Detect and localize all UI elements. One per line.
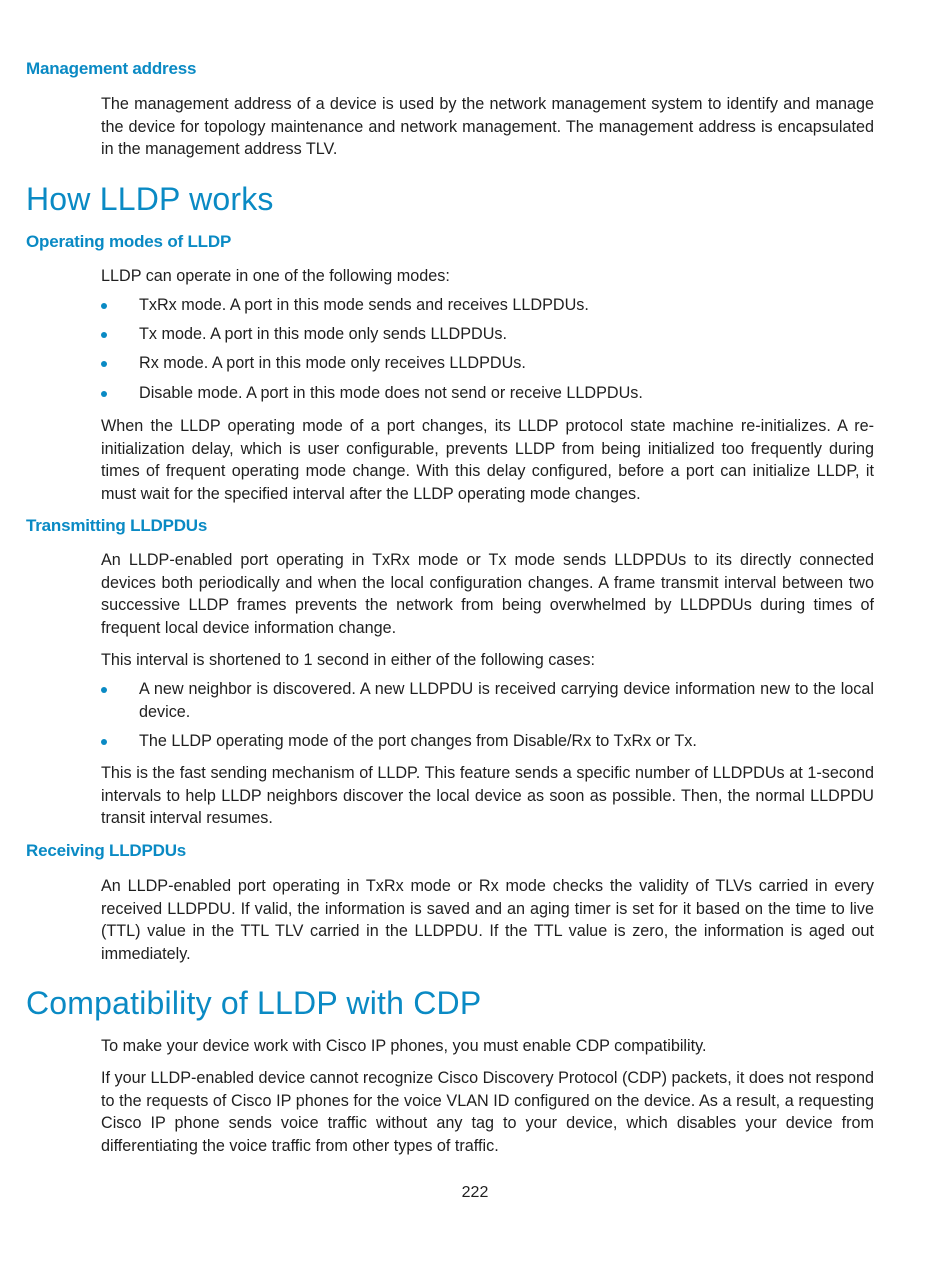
- list-item: [101, 294, 874, 317]
- paragraph-operating-modes-intro: LLDP can operate in one of the following modes:: [101, 267, 450, 285]
- heading-operating-modes: Operating modes of LLDP: [26, 232, 232, 251]
- paragraph-management-address: The management address of a device is used by the network management system to identify and manage the device for topology maintenance and network management. The management address is encapsulated in the management address TLV.: [101, 95, 874, 158]
- bullet-dot-icon: [101, 361, 107, 367]
- paragraph-compatibility-1: To make your device work with Cisco IP phones, you must enable CDP compatibility.: [101, 1037, 707, 1055]
- heading-transmitting-lldpdus: Transmitting LLDPDUs: [26, 516, 208, 535]
- paragraph-transmitting-1: An LLDP-enabled port operating in TxRx mode or Tx mode sends LLDPDUs to its directly connected devices both periodically and when the local configuration changes. A frame transmit interval between two successive LLDP frames prevents the network from being overwhelmed by LLDPDUs during times of frequent local device information change.: [101, 551, 874, 637]
- bullet-dot-icon: [101, 391, 107, 397]
- section-title-compatibility: Compatibility of LLDP with CDP: [26, 985, 482, 1021]
- bullet-dot-icon: [101, 303, 107, 309]
- paragraph-transmitting-2: This interval is shortened to 1 second in either of the following cases:: [101, 651, 595, 669]
- heading-receiving-lldpdus: Receiving LLDPDUs: [26, 841, 187, 860]
- list-item: [101, 678, 874, 723]
- list-item: [101, 730, 874, 753]
- paragraph-compatibility-2: If your LLDP-enabled device cannot recognize Cisco Discovery Protocol (CDP) packets, it does not respond to the requests of Cisco IP phones for the voice VLAN ID configured on the device. As a result, a requesting Cisco IP phone sends voice traffic without any tag to your device, which disables your device from differentiating the voice traffic from other types of traffic.: [101, 1069, 874, 1155]
- list-item-text: Disable mode. A port in this mode does not send or receive LLDPDUs.: [139, 384, 643, 402]
- list-item-text: Rx mode. A port in this mode only receives LLDPDUs.: [139, 354, 526, 372]
- list-item-text: A new neighbor is discovered. A new LLDPDU is received carrying device information new to the local device.: [139, 680, 874, 721]
- section-title-how-lldp-works: How LLDP works: [26, 181, 274, 217]
- bullet-dot-icon: [101, 739, 107, 745]
- bullet-dot-icon: [101, 687, 107, 693]
- list-item: [101, 382, 874, 405]
- list-item: [101, 323, 874, 346]
- paragraph-transmitting-3: This is the fast sending mechanism of LLDP. This feature sends a specific number of LLDPDUs at 1-second intervals to help LLDP neighbors discover the local device as soon as possible. Then, the normal LLDPDU transit interval resumes.: [101, 764, 874, 827]
- list-item-text: The LLDP operating mode of the port changes from Disable/Rx to TxRx or Tx.: [139, 732, 697, 750]
- heading-management-address: Management address: [26, 59, 197, 78]
- list-item: [101, 352, 874, 375]
- paragraph-operating-mode-change: When the LLDP operating mode of a port changes, its LLDP protocol state machine re-initializes. A re-initialization delay, which is user configurable, prevents LLDP from being initialized too frequently during times of frequent operating mode change. With this delay configured, before a port can initialize LLDP, it must wait for the specified interval after the LLDP operating mode changes.: [101, 417, 874, 503]
- page-number: 222: [461, 1184, 489, 1201]
- bullet-dot-icon: [101, 332, 107, 338]
- paragraph-receiving: An LLDP-enabled port operating in TxRx mode or Rx mode checks the validity of TLVs carried in every received LLDPDU. If valid, the information is saved and an aging timer is set for it based on the time to live (TTL) value in the TTL TLV carried in the LLDPDU. If the TTL value is zero, the information is aged out immediately.: [101, 877, 874, 963]
- list-item-text: Tx mode. A port in this mode only sends LLDPDUs.: [139, 325, 507, 343]
- list-item-text: TxRx mode. A port in this mode sends and receives LLDPDUs.: [139, 296, 589, 314]
